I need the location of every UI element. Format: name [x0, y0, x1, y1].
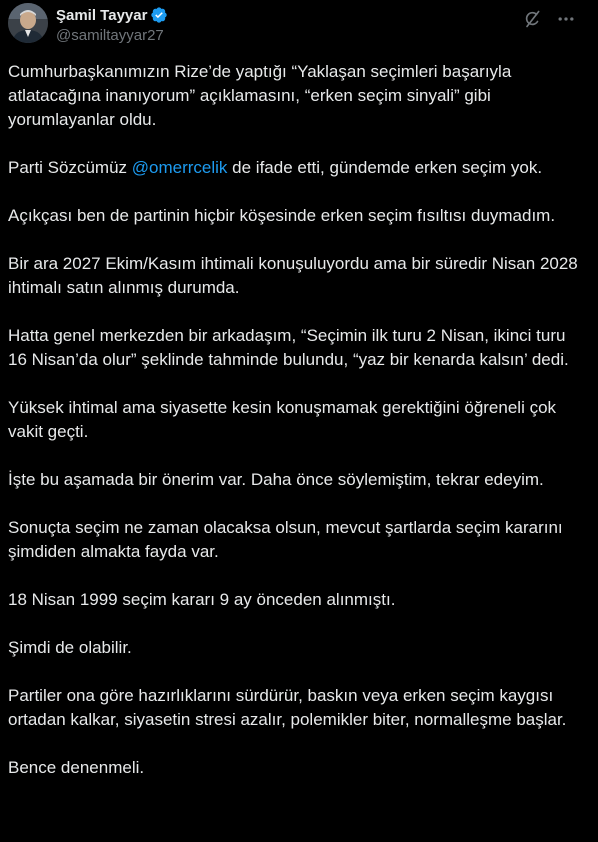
tweet-text-segment: de ifade etti, gündemde erken seçim yok. [227, 158, 543, 177]
tweet-paragraph: Bir ara 2027 Ekim/Kasım ihtimali konuşuluyordu ama bir süredir Nisan 2028 ihtimalı satın alınmış durumda. [8, 254, 578, 297]
display-name-row [56, 5, 168, 25]
tweet-header [8, 3, 590, 47]
grok-icon[interactable] [520, 7, 544, 31]
tweet-paragraph: Bence denenmeli. [8, 758, 145, 777]
tweet-paragraph-mention [8, 156, 588, 180]
display-name[interactable]: Şamil Tayyar [56, 6, 148, 24]
tweet-paragraph: Hatta genel merkezden bir arkadaşım, “Seçimin ilk turu 2 Nisan, ikinci turu 16 Nisan’da olur” şeklinde tahminde bulundu, “yaz bir kenarda kalsın’ dedi. [8, 326, 569, 369]
tweet-paragraph: Açıkçası ben de partinin hiçbir köşesinde erken seçim fısıltısı duymadım. [8, 206, 556, 225]
tweet-paragraph: Cumhurbaşkanımızın Rize’de yaptığı “Yaklaşan seçimleri başarıyla atlatacağına inanıyorum” açıklamasını, “erken seçim sinyali” gibi yorumlayanlar oldu. [8, 62, 512, 129]
tweet-text [8, 60, 588, 804]
tweet-paragraph: Şimdi de olabilir. [8, 638, 132, 657]
tweet-paragraph: Sonuçta seçim ne zaman olacaksa olsun, mevcut şartlarda seçim kararını şimdiden almakta fayda var. [8, 518, 563, 561]
mention-link[interactable]: @omerrcelik [131, 158, 228, 177]
author-names [56, 5, 168, 44]
tweet-paragraph: Partiler ona göre hazırlıklarını sürdürür, baskın veya erken seçim kaygısı ortadan kalkar, siyasetin stresi azalır, polemikler biter, normalleşme başlar. [8, 686, 567, 729]
avatar-image [8, 3, 48, 43]
tweet-paragraph: 18 Nisan 1999 seçim kararı 9 ay önceden alınmıştı. [8, 590, 396, 609]
author-handle[interactable]: @samiltayyar27 [56, 27, 164, 44]
tweet-paragraph: Yüksek ihtimal ama siyasette kesin konuşmamak gerektiğini öğreneli çok vakit geçti. [8, 398, 557, 441]
tweet-actions [520, 7, 578, 31]
more-dots-icon[interactable] [554, 7, 578, 31]
tweet-text-segment: Parti Sözcümüz [8, 158, 132, 177]
verified-badge-icon[interactable] [150, 6, 168, 24]
avatar[interactable] [8, 3, 48, 43]
tweet-paragraph: İşte bu aşamada bir önerim var. Daha önce söylemiştim, tekrar edeyim. [8, 470, 544, 489]
